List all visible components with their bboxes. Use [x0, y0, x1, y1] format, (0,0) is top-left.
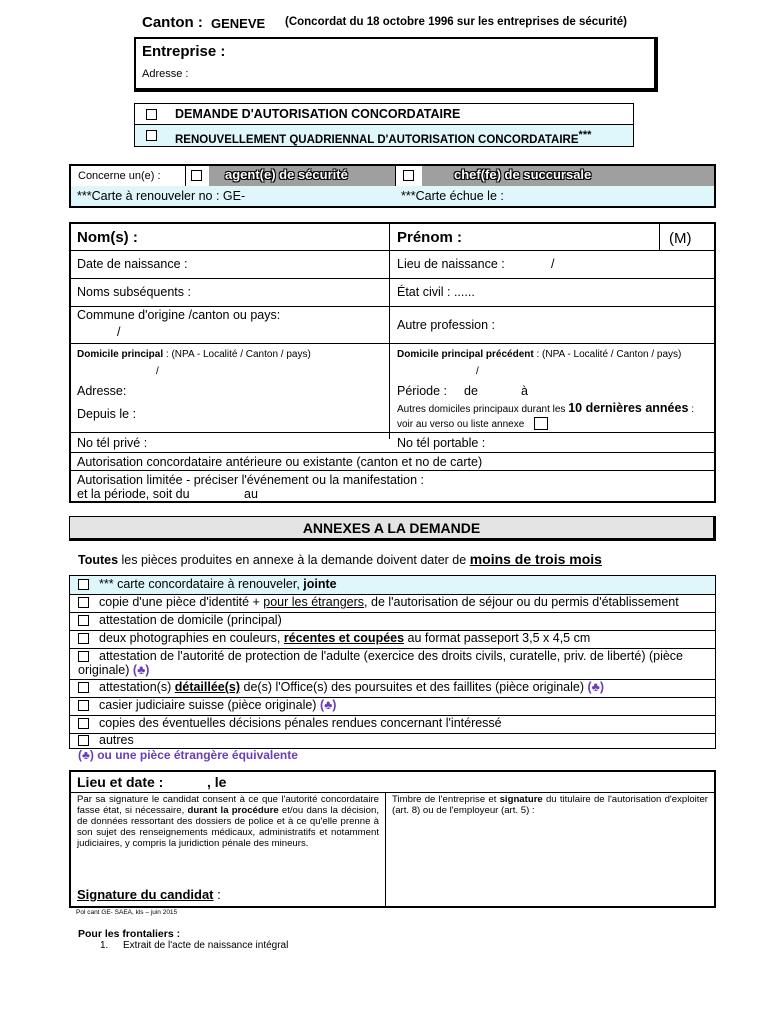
periode-soit-label: et la période, soit du: [77, 487, 190, 501]
annex-checkbox[interactable]: [78, 718, 89, 729]
carte-renouveler-label: ***Carte à renouveler no : GE-: [77, 189, 246, 203]
depuis-label[interactable]: Depuis le :: [77, 407, 137, 421]
annex-checkbox[interactable]: [78, 615, 89, 626]
annexes-footnote: (♣) ou une pièce étrangère équivalente: [78, 748, 298, 762]
footer-ref: Pol cant GE- SAEA, kls – juin 2015: [76, 909, 178, 916]
chef-checkbox[interactable]: [403, 170, 414, 181]
annex-text-post: de(s) l'Office(s) des poursuites et des faillites (pièce originale): [240, 680, 588, 694]
annex-checkbox[interactable]: [78, 597, 89, 608]
annex-label: copies des éventuelles décisions pénales rendues concernant l'intéressé: [99, 716, 502, 730]
annex-text: copie d'une pièce d'identité +: [99, 595, 264, 609]
annex-underline: pour les étrangers: [263, 595, 365, 609]
annex-label: [99, 595, 679, 609]
consent-bold: durant la procédure: [187, 805, 279, 816]
hline: [71, 452, 714, 453]
signature-table: [69, 770, 716, 908]
chef-checkbox-cell: [395, 166, 423, 187]
annex-text: casier judiciaire suisse (pièce originale): [99, 698, 320, 712]
frontaliers-item: Extrait de l'acte de naissance intégral: [123, 940, 289, 951]
hline: [71, 250, 714, 251]
periode-au-label: au: [244, 487, 258, 501]
demande-checkbox[interactable]: [146, 109, 157, 120]
annex-label: [99, 680, 604, 694]
annex-text-post: , de l'autorisation de séjour ou du permis d'établissement: [364, 595, 679, 609]
agent-checkbox[interactable]: [191, 170, 202, 181]
timbre-text-2: du titulaire de l'autorisation d'exploiter (art. 8) ou de l'employeur (art. 5) :: [392, 794, 709, 816]
annex-item[interactable]: [70, 576, 715, 595]
signature-candidat[interactable]: [77, 887, 221, 902]
concerne-label-cell: [71, 166, 186, 187]
prenom-m-divider: [659, 224, 660, 250]
signature-divider: [385, 792, 386, 906]
annexes-intro: [78, 551, 602, 567]
agent-cell: [209, 166, 396, 187]
autorisation-limitee-label[interactable]: Autorisation limitée - préciser l'événement ou la manifestation :: [77, 473, 424, 487]
annex-text-post: au format passeport 3,5 x 4,5 cm: [404, 631, 591, 645]
frontaliers-title: Pour les frontaliers :: [78, 928, 181, 940]
domicile-slash: /: [156, 366, 159, 377]
lieu-date-label[interactable]: Lieu et date :: [77, 774, 164, 790]
annex-item[interactable]: [70, 679, 715, 698]
hline: [71, 470, 714, 471]
signature-candidat-colon: :: [213, 887, 221, 902]
commune-label[interactable]: Commune d'origine /canton ou pays:: [77, 308, 281, 322]
annex-checkbox[interactable]: [78, 682, 89, 693]
annex-text: deux photographies en couleurs,: [99, 631, 284, 645]
concerne-label: Concerne un(e) :: [78, 170, 161, 182]
domicile-precedent-detail: : (NPA - Localité / Canton / pays): [533, 349, 682, 360]
noms-subsequents-label[interactable]: Noms subséquents :: [77, 285, 191, 299]
entreprise-adresse: Adresse :: [142, 68, 189, 80]
timbre-text-1: Timbre de l'entreprise et: [392, 794, 500, 805]
agent-checkbox-cell: [185, 166, 210, 187]
annex-item[interactable]: [70, 630, 715, 649]
annex-bold-underline: détaillée(s): [174, 680, 241, 694]
renouvellement-stars: ***: [578, 129, 592, 141]
annex-item[interactable]: [70, 612, 715, 631]
annexes-title: ANNEXES A LA DEMANDE: [302, 520, 481, 536]
annex-item[interactable]: [70, 733, 715, 748]
club-marker: (♣): [319, 698, 337, 712]
annex-checkbox[interactable]: [78, 651, 89, 662]
annex-bold: jointe: [303, 577, 337, 591]
etat-civil-label[interactable]: État civil : ......: [397, 285, 475, 299]
autres-domiciles-text: Autres domiciles principaux durant les: [397, 404, 569, 415]
annex-bold-underline: récentes et coupées: [283, 631, 405, 645]
annex-label: attestation de l'autorité de protection de l'adulte (exercice des droits civils, curatelle, priv. de liberté) (pièce: [99, 649, 684, 663]
annex-checkbox[interactable]: [78, 700, 89, 711]
commune-slash: /: [117, 325, 121, 339]
timbre-bold: signature: [499, 794, 543, 805]
tel-portable-label[interactable]: No tél portable :: [397, 436, 486, 450]
noms-label[interactable]: Nom(s) :: [77, 229, 138, 246]
renouvellement-text: RENOUVELLEMENT QUADRIENNAL D'AUTORISATION CONCORDATAIRE: [175, 133, 579, 146]
annex-text: originale): [78, 663, 130, 677]
autres-domiciles: [397, 401, 694, 415]
renouvellement-checkbox[interactable]: [146, 130, 157, 141]
verso-checkbox[interactable]: [534, 417, 548, 430]
consent-text: [77, 794, 379, 849]
consent-text-2: et/ou dans la décision, de données ressortant des dossiers de police et à ce qu'elle prenne à son sujet des renseignements médicaux, administratifs et notamment judiciaires, y compris la juridiction pénale des mineurs.: [77, 805, 380, 849]
lieu-naissance-slash: /: [551, 257, 555, 271]
autres-domiciles-colon: :: [688, 404, 694, 415]
annex-label: attestation de domicile (principal): [99, 613, 282, 627]
signature-candidat-label: Signature du candidat: [77, 887, 214, 902]
prenom-label[interactable]: Prénom :: [397, 229, 463, 246]
renouvellement-label: [175, 129, 591, 146]
annex-checkbox[interactable]: [78, 735, 89, 746]
canton-label: Canton :: [142, 14, 203, 31]
domicile-principal-detail: : (NPA - Localité / Canton / pays): [163, 349, 311, 360]
timbre-text[interactable]: [392, 794, 708, 816]
annex-item[interactable]: [70, 648, 715, 680]
annex-item[interactable]: [70, 715, 715, 734]
club-marker: (♣): [132, 663, 150, 677]
adresse-label[interactable]: Adresse:: [77, 384, 127, 398]
precedent-slash: /: [476, 366, 479, 377]
domicile-precedent-title: Domicile principal précédent: [397, 349, 534, 360]
demande-row[interactable]: [134, 103, 634, 125]
annexes-intro-text: les pièces produites en annexe à la demande doivent dater de: [118, 553, 470, 567]
m-label: (M): [669, 230, 692, 247]
hline: [71, 343, 714, 344]
entreprise-box[interactable]: [134, 37, 658, 92]
annex-label: [99, 631, 590, 645]
autres-domiciles-bold: 10 dernières années: [568, 401, 689, 415]
renouvellement-row[interactable]: [134, 124, 634, 147]
domicile-principal-title: Domicile principal: [77, 349, 164, 360]
annexes-title-box: [69, 516, 716, 541]
carte-renouveler-cell[interactable]: [71, 186, 396, 206]
lieu-naissance-label[interactable]: Lieu de naissance :: [397, 257, 505, 271]
autorisation-anterieure-label[interactable]: Autorisation concordataire antérieure ou existante (canton et no de carte): [77, 455, 483, 469]
personal-divider: [389, 224, 390, 439]
chef-cell: [422, 166, 714, 187]
hline: [71, 306, 714, 307]
annex-checkbox[interactable]: [78, 579, 89, 590]
verso-label: voir au verso ou liste annexe: [397, 419, 525, 430]
annex-text: attestation(s): [99, 680, 175, 694]
carte-echue-label: ***Carte échue le :: [401, 189, 504, 203]
hline: [71, 432, 714, 433]
agent-label: agent(e) de sécurité: [225, 167, 348, 182]
demande-label: DEMANDE D'AUTORISATION CONCORDATAIRE: [175, 107, 461, 121]
tel-prive-label[interactable]: No tél privé :: [77, 436, 148, 450]
annexes-intro-emph: moins de trois mois: [469, 551, 602, 567]
frontaliers-item-num: 1.: [100, 940, 109, 951]
annexes-list: [69, 575, 716, 749]
periode-label[interactable]: Période :: [397, 384, 448, 398]
personal-table: [69, 222, 716, 503]
lieu-date-le: , le: [207, 774, 227, 790]
annex-label: autres: [99, 733, 134, 747]
annex-text: *** carte concordataire à renouveler,: [99, 577, 304, 591]
entreprise-title: Entreprise :: [142, 43, 226, 60]
annex-label: [99, 698, 336, 712]
annex-label: [99, 577, 337, 591]
annex-label-line2: [78, 663, 149, 677]
annex-item[interactable]: [70, 697, 715, 716]
chef-label: chef(fe) de succursale: [454, 167, 592, 182]
hline: [71, 278, 714, 279]
periode-a: à: [521, 384, 528, 398]
annex-checkbox[interactable]: [78, 633, 89, 644]
domicile-principal-label: [77, 349, 311, 360]
concerne-table: [69, 164, 716, 208]
consent-text-1: Par sa signature le candidat consent à ce que l'autorité concordataire fasse état, si nécessaire,: [77, 794, 379, 816]
hline: [71, 792, 714, 793]
periode-de: de: [464, 384, 478, 398]
canton-value: GENEVE: [211, 16, 266, 31]
annexes-intro-bold: Toutes: [78, 553, 119, 567]
concordat-note: (Concordat du 18 octobre 1996 sur les entreprises de sécurité): [285, 16, 627, 28]
carte-echue-cell[interactable]: [395, 186, 714, 206]
annex-item[interactable]: [70, 594, 715, 613]
date-naissance-label[interactable]: Date de naissance :: [77, 257, 188, 271]
autre-profession-label[interactable]: Autre profession :: [397, 318, 495, 332]
domicile-precedent-label: [397, 349, 681, 360]
club-marker: (♣): [587, 680, 605, 694]
